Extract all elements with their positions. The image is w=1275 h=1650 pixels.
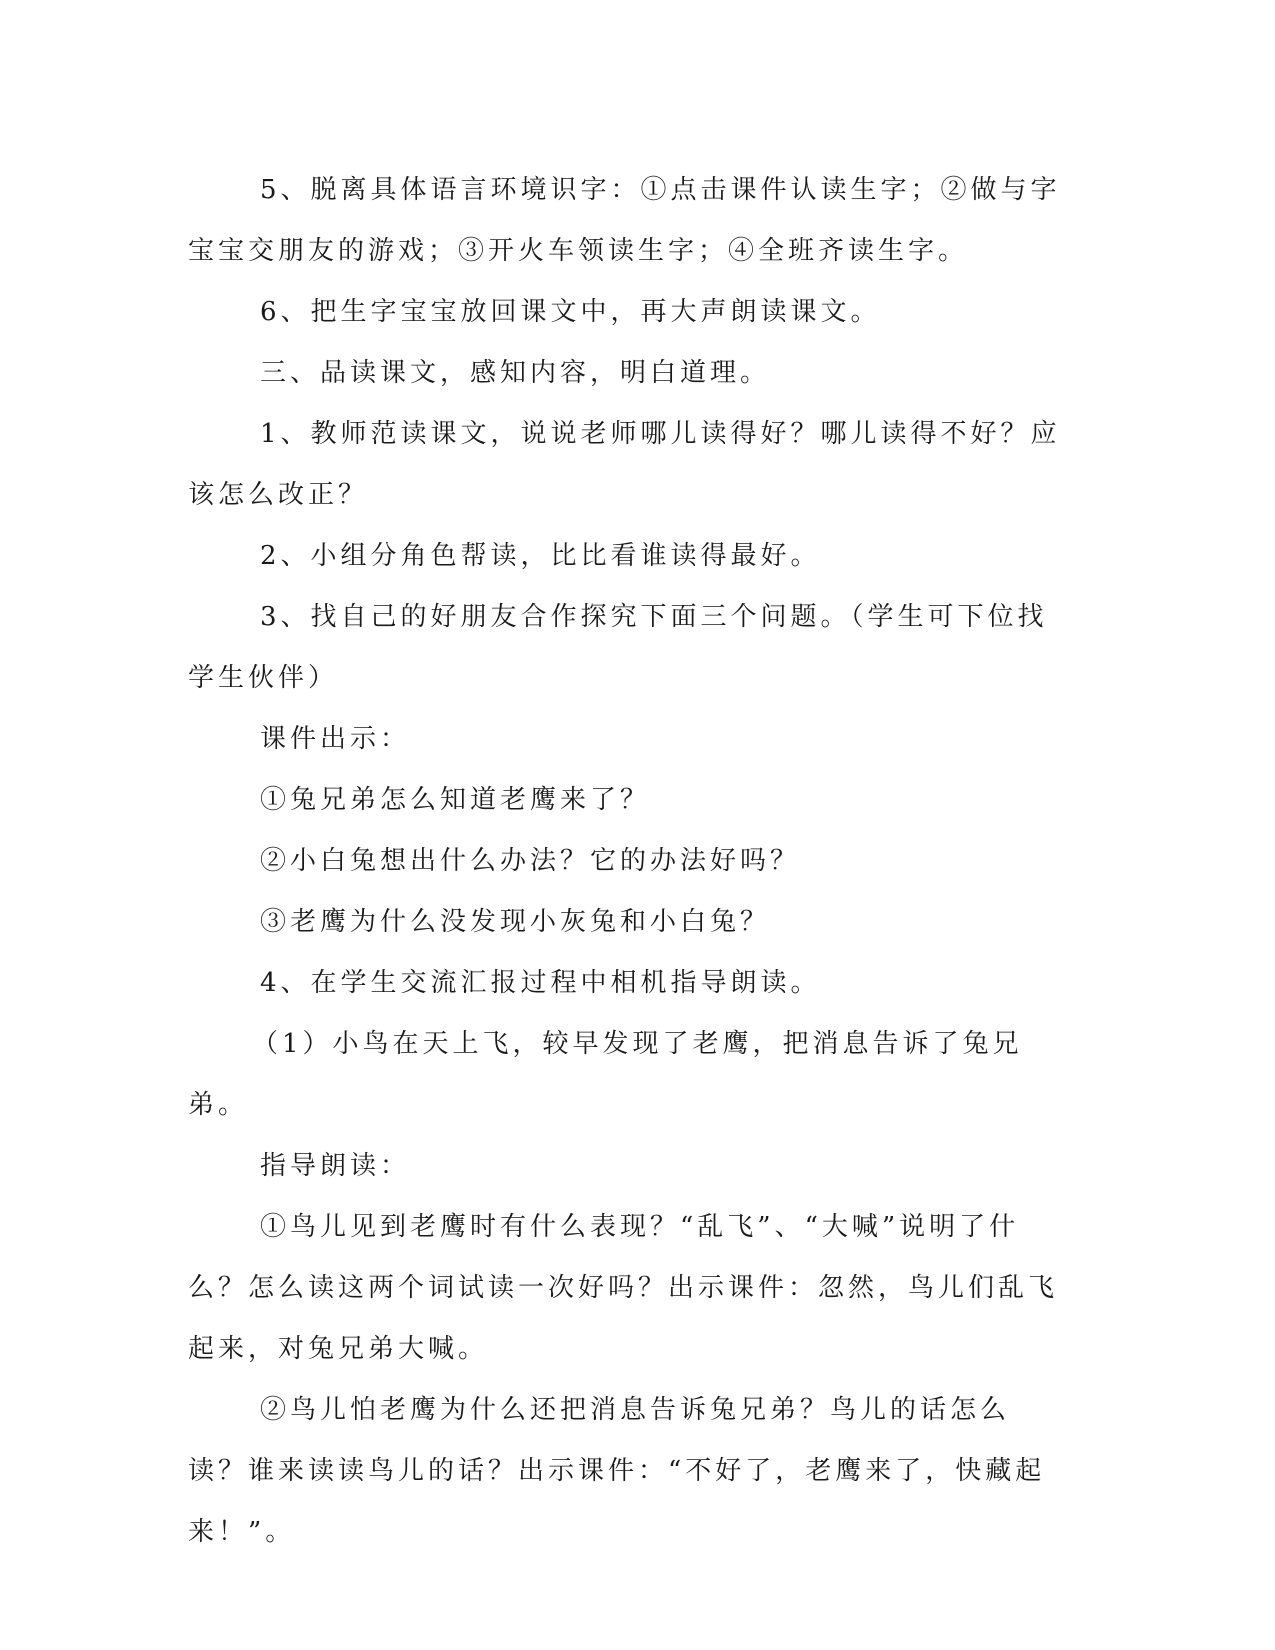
question-1: ①兔兄弟怎么知道老鹰来了？ — [260, 785, 651, 815]
paragraph-courseware-label: 课件出示： — [260, 724, 411, 754]
question-2: ②小白兔想出什么办法？它的办法好吗？ — [260, 846, 801, 876]
document-body — [188, 160, 1068, 1563]
paragraph-reading-step-4: 4、在学生交流汇报过程中相机指导朗读。 — [260, 968, 821, 998]
paragraph-literacy-step-6: 6、把生字宝宝放回课文中，再大声朗读课文。 — [260, 297, 881, 327]
paragraph-guide-label: 指导朗读： — [260, 1151, 411, 1181]
paragraph-reading-step-1: 1、教师范读课文，说说老师哪儿读得好？哪儿读得不好？应该怎么改正？ — [188, 419, 1061, 510]
question-3: ③老鹰为什么没发现小灰兔和小白兔？ — [260, 907, 771, 937]
paragraph-reading-step-3: 3、找自己的好朋友合作探究下面三个问题。（学生可下位找学生伙伴） — [188, 602, 1048, 693]
paragraph-guide-2: ②鸟儿怕老鹰为什么还把消息告诉兔兄弟？鸟儿的话怎么读？谁来读读鸟儿的话？出示课件：“不好了，老鹰来了，快藏起来！”。 — [188, 1395, 1046, 1547]
paragraph-literacy-step-5: 5、脱离具体语言环境识字：①点击课件认读生字；②做与字宝宝交朋友的游戏；③开火车领读生字；④全班齐读生字。 — [188, 175, 1061, 266]
paragraph-reading-step-2: 2、小组分角色帮读，比比看谁读得最好。 — [260, 541, 821, 571]
section-heading-3: 三、品读课文，感知内容，明白道理。 — [260, 358, 771, 388]
paragraph-guide-1: ①鸟儿见到老鹰时有什么表现？“乱飞”、“大喊”说明了什么？怎么读这两个词试读一次好吗？出示课件：忽然，鸟儿们乱飞起来，对兔兄弟大喊。 — [188, 1212, 1059, 1364]
paragraph-sub-step-1: （1）小鸟在天上飞，较早发现了老鹰，把消息告诉了兔兄弟。 — [188, 1029, 1023, 1120]
